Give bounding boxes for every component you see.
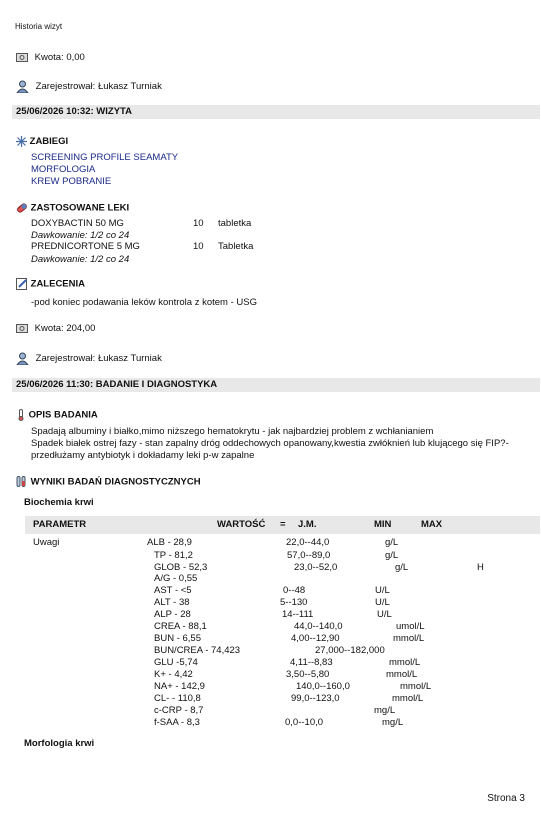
unit-cell: U/L bbox=[375, 597, 390, 608]
unit-cell: mmol/L bbox=[389, 657, 421, 668]
param-cell: AST - <5 bbox=[154, 585, 192, 596]
procedure-item: SCREENING PROFILE SEAMATY bbox=[31, 152, 179, 163]
results-title: WYNIKI BADAŃ DIAGNOSTYCZNYCH bbox=[30, 476, 201, 488]
col-max: MAX bbox=[421, 519, 443, 530]
exam-line: Spadek białek ostrej fazy - stan zapalny dróg oddechowych opanowany,kwestia zwłóknień lub klującego się FIP?- bbox=[31, 438, 509, 449]
diagnostics-header-bar: 25/06/2026 11:30: BADANIE I DIAGNOSTYKA bbox=[12, 378, 540, 392]
range-cell: 99,0--123,0 bbox=[291, 693, 340, 704]
unit-cell: U/L bbox=[375, 585, 390, 596]
param-cell: BUN/CREA - 74,423 bbox=[154, 645, 241, 656]
range-cell: 44,0--140,0 bbox=[294, 621, 343, 632]
meds-title: ZASTOSOWANE LEKI bbox=[30, 202, 130, 214]
thermometer-icon bbox=[16, 409, 26, 421]
col-value: WARTOŚĆ bbox=[217, 519, 266, 530]
exam-title: OPIS BADANIA bbox=[28, 409, 98, 421]
visit-header-bar: 25/06/2026 10:32: WIZYTA bbox=[12, 105, 540, 119]
recommendations-section-title bbox=[16, 278, 85, 290]
biochem-title: Biochemia krwi bbox=[24, 497, 94, 508]
range-cell: 22,0--44,0 bbox=[286, 537, 330, 548]
registered-text-1: Zarejestrował: Łukasz Turniak bbox=[35, 81, 162, 93]
meds-section-title bbox=[16, 202, 129, 214]
unit-cell: g/L bbox=[395, 562, 409, 573]
high-flag: H bbox=[477, 562, 484, 573]
test-tubes-icon bbox=[16, 476, 28, 488]
unit-cell: g/L bbox=[385, 550, 399, 561]
param-cell: ALP - 28 bbox=[154, 609, 191, 620]
param-cell: GLU -5,74 bbox=[154, 657, 198, 668]
amount-row-2 bbox=[16, 323, 95, 334]
param-cell: TP - 81,2 bbox=[154, 550, 193, 561]
unit-cell: umol/L bbox=[396, 621, 425, 632]
unit-cell: g/L bbox=[385, 537, 399, 548]
pill-icon bbox=[16, 202, 28, 214]
document-title: Historia wizyt bbox=[15, 22, 63, 31]
unit-cell: mmol/L bbox=[386, 669, 418, 680]
param-cell: K+ - 4,42 bbox=[154, 669, 193, 680]
results-section-title bbox=[16, 476, 201, 488]
med-dosage: Dawkowanie: 1/2 co 24 bbox=[31, 254, 130, 265]
unit-cell: mg/L bbox=[374, 705, 396, 716]
range-cell: 0,0--10,0 bbox=[285, 717, 324, 728]
registered-row-1 bbox=[16, 80, 162, 93]
param-cell: GLOB - 52,3 bbox=[154, 562, 208, 573]
procedure-item: MORFOLOGIA bbox=[31, 164, 96, 175]
param-cell: NA+ - 142,9 bbox=[154, 681, 205, 692]
med-name: DOXYBACTIN 50 MG bbox=[31, 218, 124, 229]
procedures-section-title bbox=[16, 136, 68, 147]
range-cell: 23,0--52,0 bbox=[294, 562, 338, 573]
med-qty: 10 bbox=[193, 241, 204, 252]
range-cell: 5--130 bbox=[280, 597, 308, 608]
med-qty: 10 bbox=[193, 218, 204, 229]
user-icon bbox=[16, 80, 29, 93]
med-dosage: Dawkowanie: 1/2 co 24 bbox=[31, 230, 130, 241]
recommendations-text: -pod koniec podawania leków kontrola z kotem - USG bbox=[31, 297, 258, 308]
remarks-label: Uwagi bbox=[33, 537, 60, 548]
exam-section-title bbox=[16, 409, 98, 421]
range-cell: 3,50--5,80 bbox=[286, 669, 330, 680]
med-name: PREDNICORTONE 5 MG bbox=[31, 241, 140, 252]
col-unit: J.M. bbox=[298, 519, 317, 530]
morph-title: Morfologia krwi bbox=[24, 738, 95, 749]
med-unit: Tabletka bbox=[218, 241, 254, 252]
registered-row-2 bbox=[16, 352, 162, 365]
note-icon bbox=[16, 278, 28, 290]
exam-line: Spadają albuminy i białko,mimo niższego hematokrytu - jak najbardziej problem z wchłanianiem bbox=[31, 426, 434, 437]
amount-text-1: Kwota: 0,00 bbox=[34, 52, 85, 63]
med-unit: tabletka bbox=[218, 218, 252, 229]
procedure-item: KREW POBRANIE bbox=[31, 176, 112, 187]
recommendations-title: ZALECENIA bbox=[30, 278, 86, 290]
money-icon bbox=[16, 324, 28, 333]
param-cell: ALB - 28,9 bbox=[147, 537, 192, 548]
range-cell: 57,0--89,0 bbox=[287, 550, 331, 561]
param-cell: CREA - 88,1 bbox=[154, 621, 207, 632]
param-cell: ALT - 38 bbox=[154, 597, 190, 608]
range-cell: 27,000--182,000 bbox=[315, 645, 385, 656]
col-param: PARAMETR bbox=[33, 519, 87, 530]
user-icon bbox=[16, 352, 29, 365]
results-table-header bbox=[25, 516, 540, 534]
amount-text-2: Kwota: 204,00 bbox=[34, 323, 96, 334]
procedures-title: ZABIEGI bbox=[29, 136, 69, 148]
exam-line: przedłużamy antybiotyk i dokładamy leki p-w zapalne bbox=[31, 450, 255, 461]
range-cell: 140,0--160,0 bbox=[296, 681, 350, 692]
procedure-icon bbox=[16, 136, 27, 147]
range-cell: 0--48 bbox=[283, 585, 306, 596]
range-cell: 4,11--8,83 bbox=[290, 657, 333, 668]
registered-text-2: Zarejestrował: Łukasz Turniak bbox=[35, 353, 162, 365]
param-cell: c-CRP - 8,7 bbox=[154, 705, 204, 716]
param-cell: A/G - 0,55 bbox=[154, 573, 198, 584]
range-cell: 14--111 bbox=[282, 609, 314, 620]
money-icon bbox=[16, 53, 28, 62]
col-min: MIN bbox=[374, 519, 392, 530]
unit-cell: mmol/L bbox=[392, 693, 424, 704]
page-number: Strona 3 bbox=[487, 793, 525, 804]
param-cell: f-SAA - 8,3 bbox=[154, 717, 200, 728]
unit-cell: mmol/L bbox=[400, 681, 432, 692]
unit-cell: U/L bbox=[377, 609, 392, 620]
param-cell: BUN - 6,55 bbox=[154, 633, 201, 644]
unit-cell: mg/L bbox=[382, 717, 404, 728]
col-eq: = bbox=[280, 519, 286, 530]
amount-row-1 bbox=[16, 52, 85, 63]
param-cell: CL- - 110,8 bbox=[154, 693, 201, 704]
range-cell: 4,00--12,90 bbox=[291, 633, 340, 644]
unit-cell: mmol/L bbox=[393, 633, 425, 644]
